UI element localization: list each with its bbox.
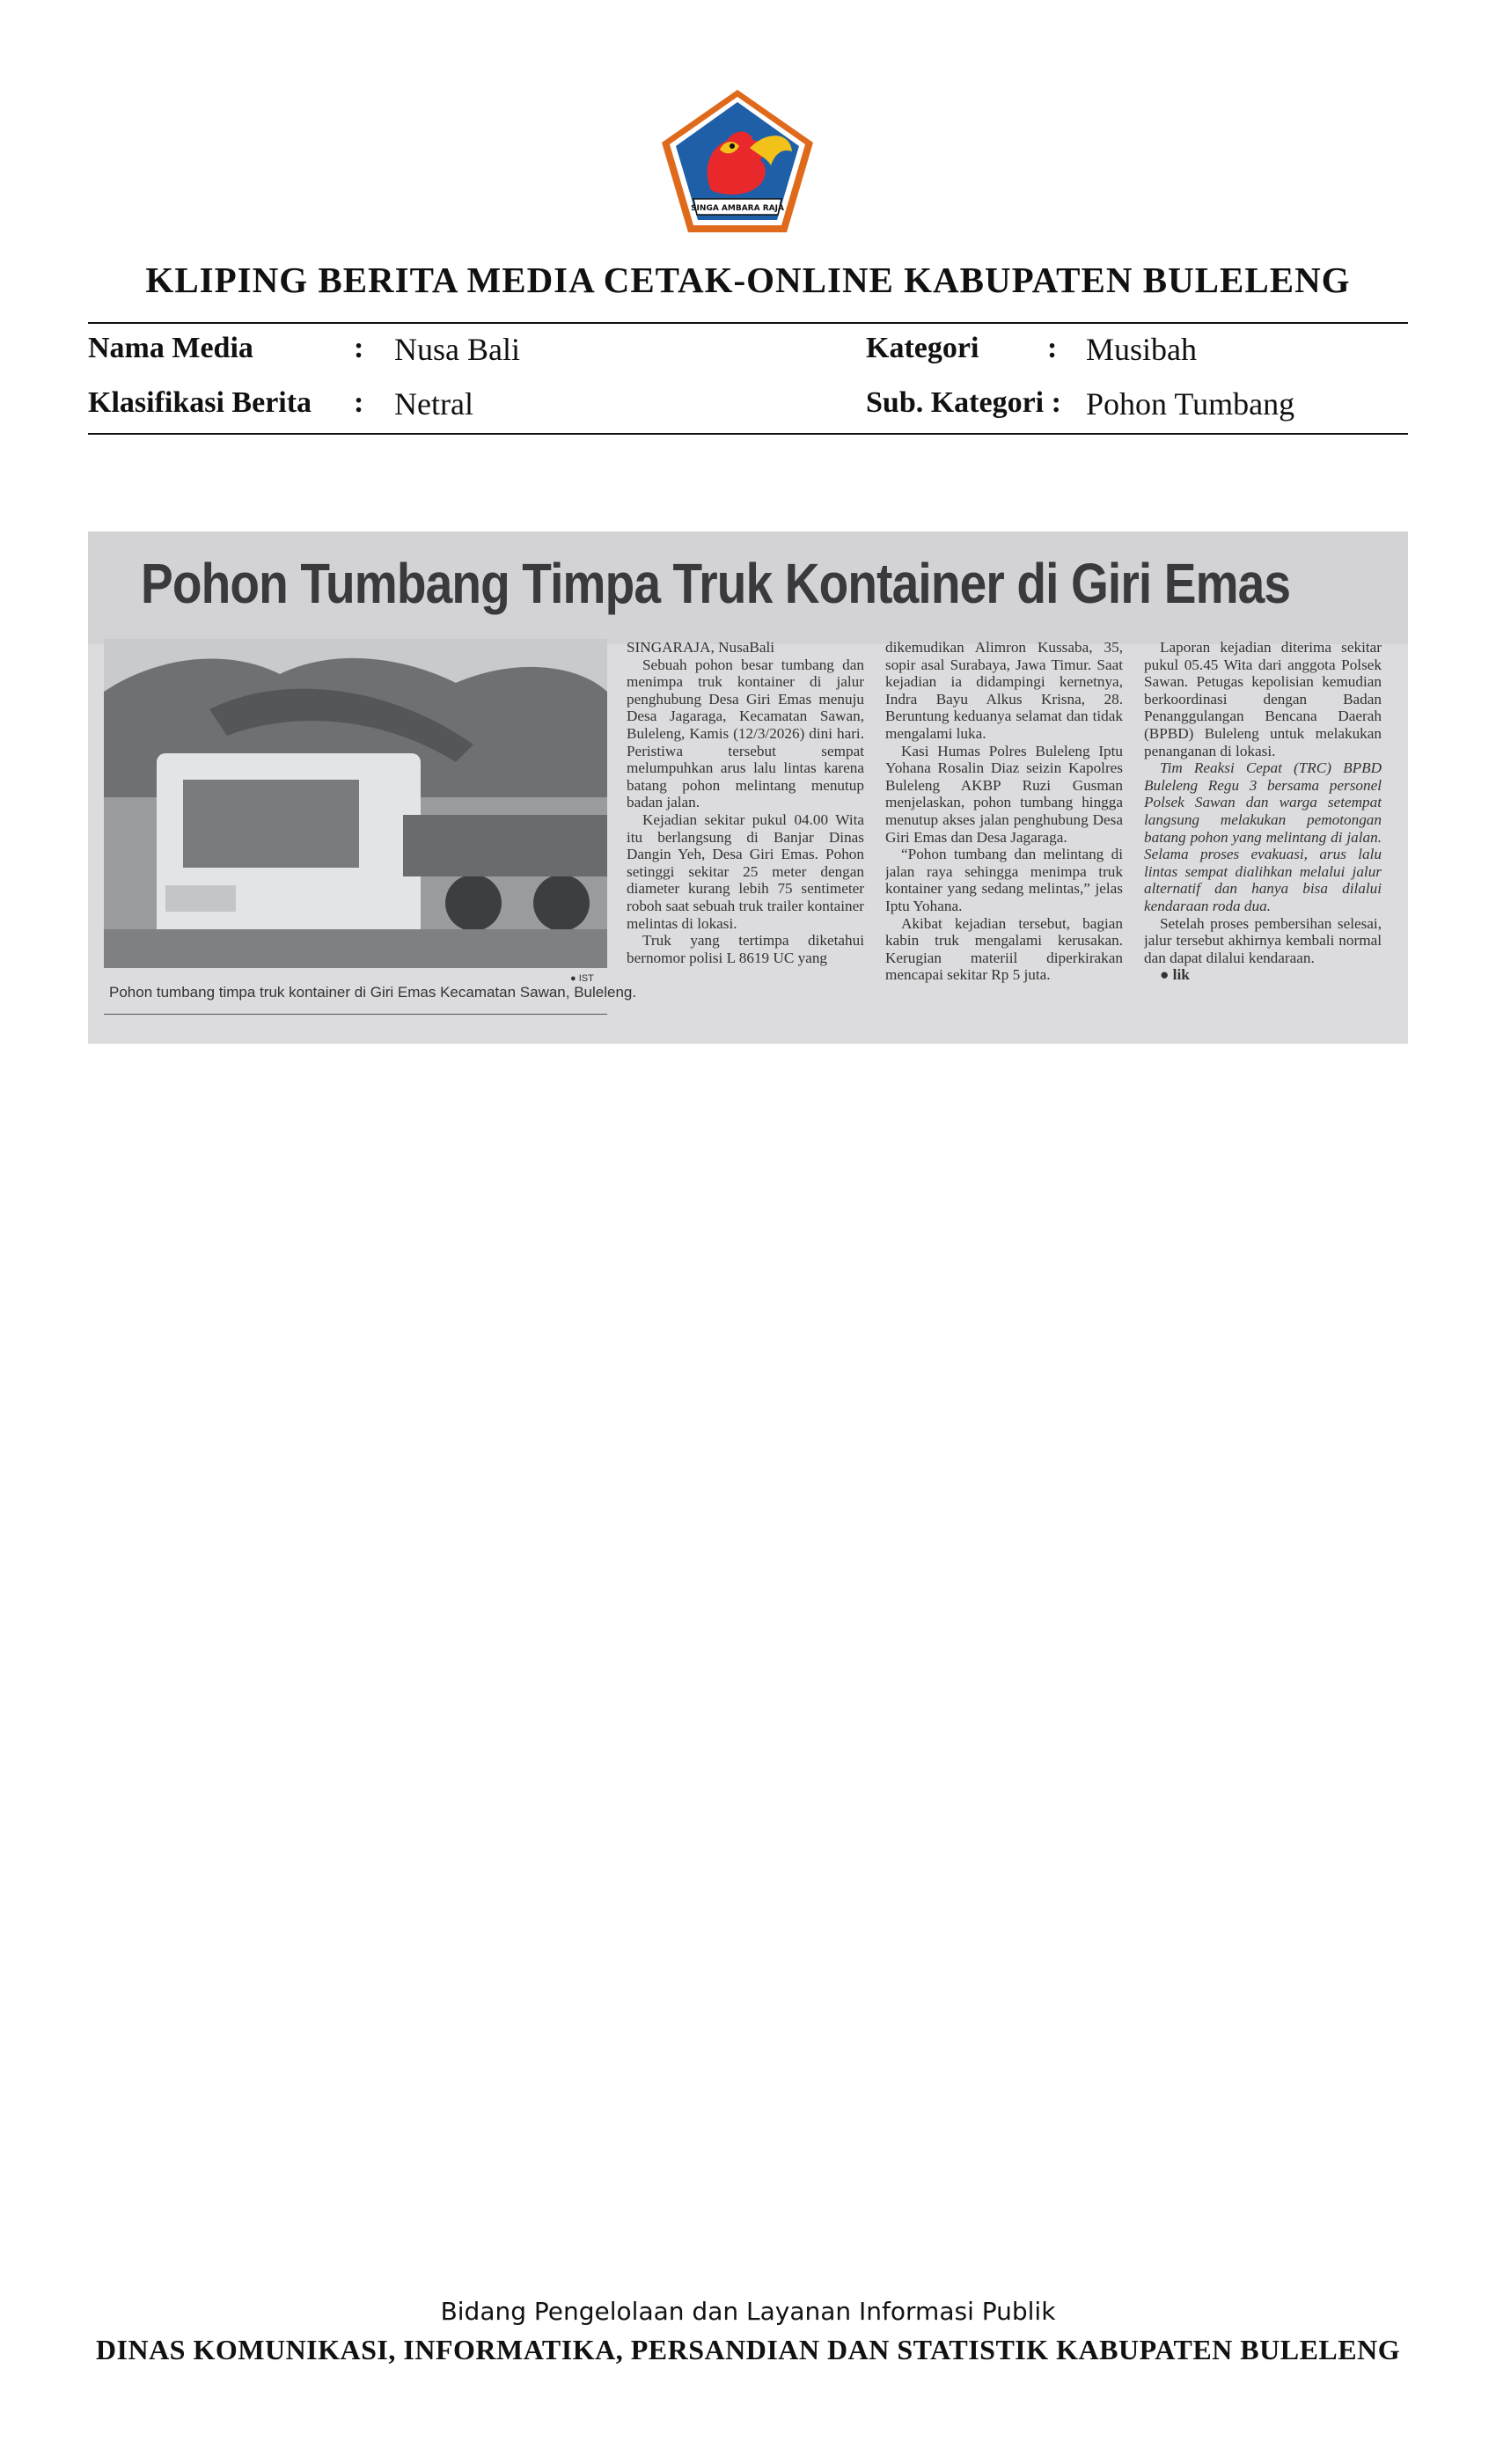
footer-agency: DINAS KOMUNIKASI, INFORMATIKA, PERSANDIAN DAN STATISTIK KABUPATEN BULELENG: [95, 2334, 1401, 2365]
article-paragraph: Sebuah pohon besar tumbang dan menimpa truk kontainer di jalur penghubung Desa Giri Emas menuju Desa Jagaraga, Kecamatan Sawan, Buleleng, Kamis (12/3/2026) dini hari. Peristiwa tersebut sempat melumpuhkan arus lalu lintas karena batang pohon melintang menutup badan jalan.: [627, 656, 864, 811]
article-paragraph: Tim Reaksi Cepat (TRC) BPBD Buleleng Regu 3 bersama personel Polsek Sawan dan warga setempat langsung melakukan pemotongan batang pohon yang melintang di jalan. Selama proses evakuasi, arus lalu lintas sempat dialihkan melalui jalur alternatif dan hanya bisa dilalui kendaraan roda dua.: [1144, 759, 1382, 914]
article-author-initials: ● lik: [1160, 966, 1190, 984]
klasifikasi-berita-label: Klasifikasi Berita: [88, 386, 312, 419]
sub-kategori-value: Pohon Tumbang: [1086, 386, 1295, 422]
kategori-value: Musibah: [1086, 332, 1197, 367]
page-title: KLIPING BERITA MEDIA CETAK-ONLINE KABUPATEN BULELENG: [145, 260, 1351, 300]
article-column-1: [627, 639, 864, 1044]
article-paragraph: “Pohon tumbang dan melintang di jalan raya sehingga menimpa truk kontainer yang sedang melintas,” jelas Iptu Yohana.: [885, 846, 1123, 914]
article-column-3: [1144, 639, 1382, 1044]
article-paragraph: Kasi Humas Polres Buleleng Iptu Yohana Rosalin Diaz seizin Kapolres Buleleng AKBP Ruzi Gusman menjelaskan, pohon tumbang hingga menutup akses jalan penghubung Desa Giri Emas dan Desa Jagaraga.: [885, 742, 1123, 846]
newspaper-clipping: [88, 532, 1408, 1044]
footer-division: Bidang Pengelolaan dan Layanan Informasi Publik: [440, 2297, 1056, 2326]
photo-caption: Pohon tumbang timpa truk kontainer di Giri Emas Kecamatan Sawan, Buleleng.: [109, 984, 637, 1001]
article-paragraph: Laporan kejadian diterima sekitar pukul 05.45 Wita dari anggota Polsek Sawan. Petugas kepolisian kemudian berkoordinasi dengan Badan Penanggulangan Bencana Daerah (BPBD) Buleleng untuk melakukan penanganan di lokasi.: [1144, 639, 1382, 759]
klasifikasi-berita-value: Netral: [394, 386, 473, 422]
kategori-colon: :: [1047, 332, 1058, 364]
header-divider-bottom: [88, 433, 1408, 435]
article-byline: SINGARAJA, NusaBali: [627, 639, 775, 656]
news-photo: [104, 639, 607, 968]
regency-emblem-logo: [658, 86, 817, 236]
caption-divider: [104, 1014, 607, 1015]
article-paragraph: Akibat kejadian tersebut, bagian kabin truk mengalami kerusakan. Kerugian materiil diperkirakan mencapai sekitar Rp 5 juta.: [885, 914, 1123, 984]
header-divider-top: [88, 322, 1408, 324]
article-paragraph: Kejadian sekitar pukul 04.00 Wita itu berlangsung di Banjar Dinas Dangin Yeh, Desa Giri Emas. Pohon setinggi sekitar 25 meter dengan diameter kurang lebih 75 sentimeter roboh saat sebuah truk trailer kontainer melintas di lokasi.: [627, 810, 864, 932]
klasifikasi-berita-colon: :: [354, 386, 364, 419]
article-column-2: [885, 639, 1123, 1044]
article-paragraph: Truk yang tertimpa diketahui bernomor polisi L 8619 UC yang: [627, 932, 864, 966]
logo-motto: SINGA AMBARA RAJA: [691, 204, 784, 213]
kategori-label: Kategori: [866, 332, 979, 364]
article-paragraph: dikemudikan Alimron Kussaba, 35, sopir asal Surabaya, Jawa Timur. Saat kejadian ia didampingi kernetnya, Indra Bayu Alkus Krisna, 28. Beruntung keduanya selamat dan tidak mengalami luka.: [885, 639, 1123, 742]
article-paragraph: Setelah proses pembersihan selesai, jalur tersebut akhirnya kembali normal dan dapat dilalui kendaraan.: [1144, 914, 1382, 966]
nama-media-label: Nama Media: [88, 332, 253, 364]
photo-credit: ● IST: [570, 973, 594, 984]
nama-media-colon: :: [354, 332, 364, 364]
nama-media-value: Nusa Bali: [394, 332, 520, 367]
sub-kategori-label: Sub. Kategori :: [866, 386, 1061, 419]
clipping-headline: Pohon Tumbang Timpa Truk Kontainer di Giri Emas: [141, 552, 1291, 615]
